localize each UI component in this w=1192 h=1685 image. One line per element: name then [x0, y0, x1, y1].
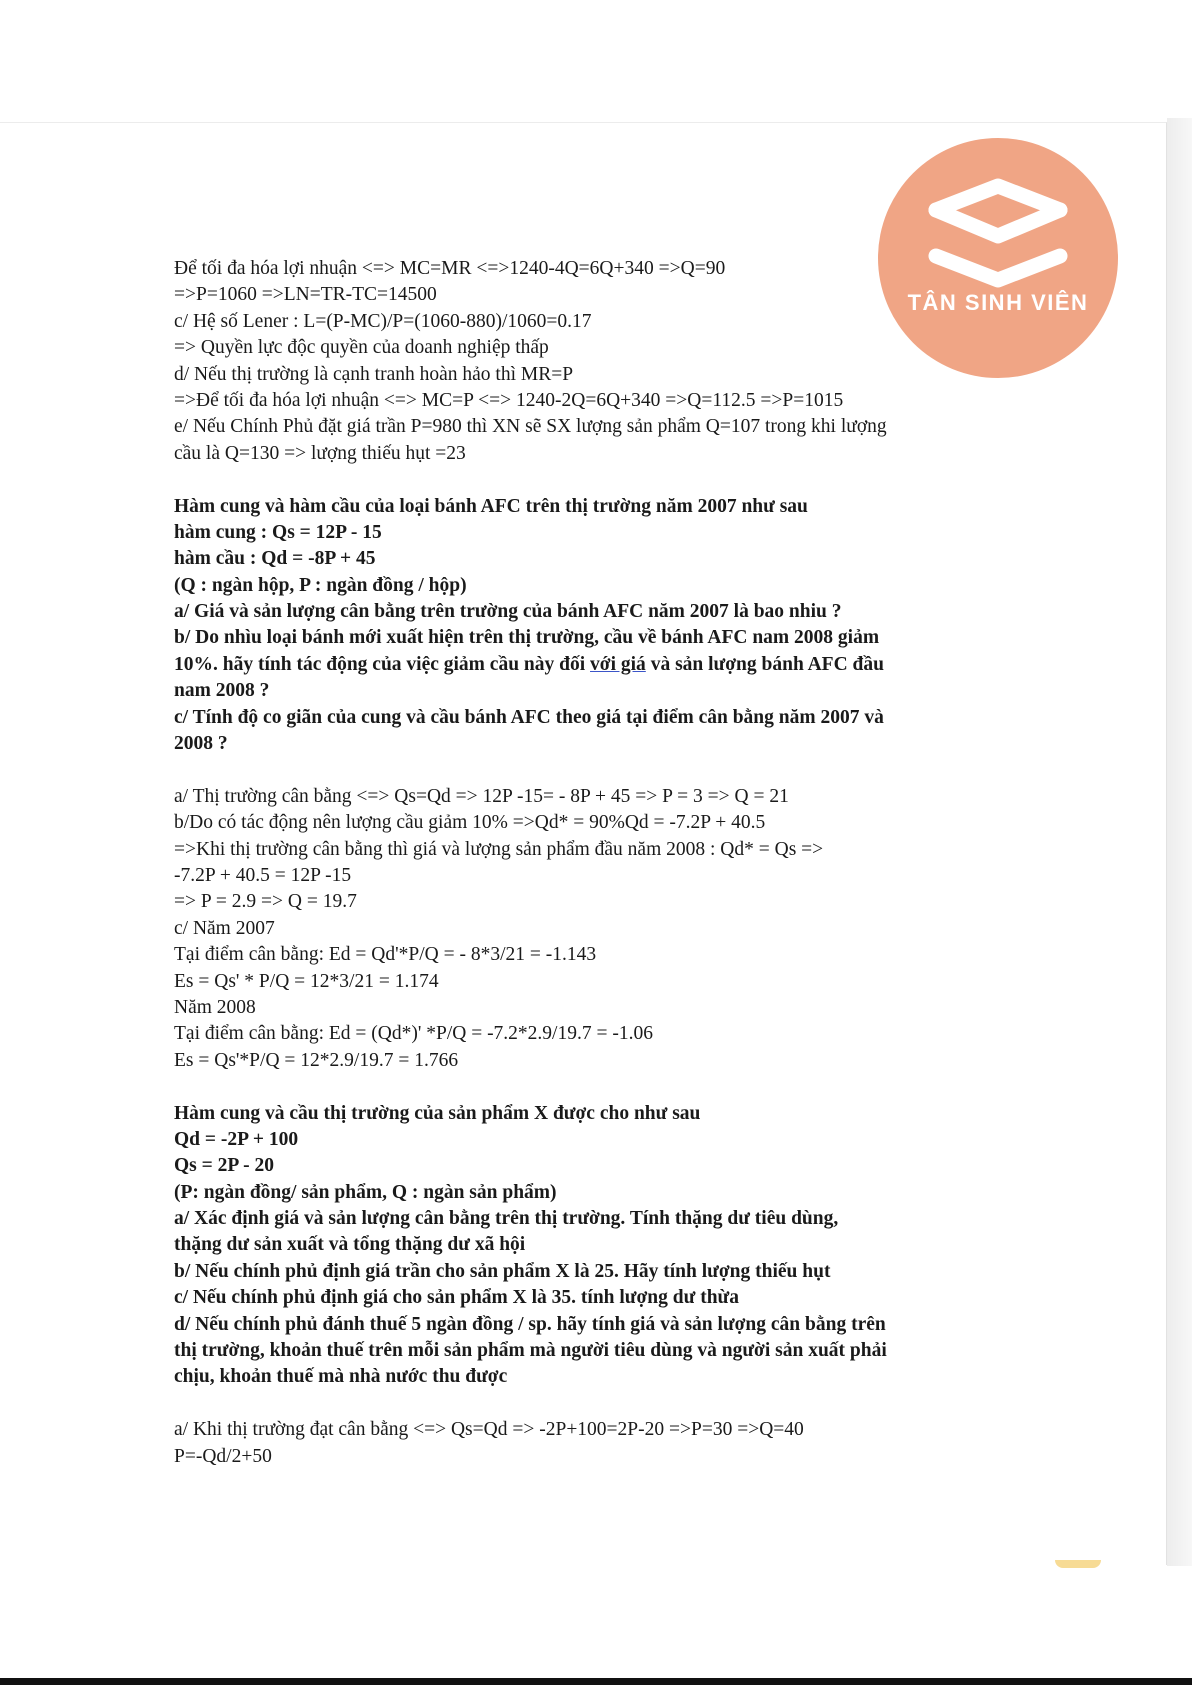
spacer: [174, 1074, 1004, 1100]
section-profit-max: [174, 256, 1004, 467]
spacer: [174, 467, 1004, 493]
text-line: thị trường, khoản thuế trên mỗi sản phẩm mà người tiêu dùng và người sản xuất phải: [174, 1340, 887, 1362]
question-b-cont: [174, 652, 1004, 678]
text-line: a/ Thị trường cân bằng <=> Qs=Qd => 12P -15= - 8P + 45 => P = 3 => Q = 21: [174, 785, 789, 807]
text-line: cầu là Q=130 => lượng thiếu hụt =23: [174, 442, 466, 464]
text-line: Tại điểm cân bằng: Ed = (Qd*)' *P/Q = -7.2*2.9/19.7 = -1.06: [174, 1023, 653, 1045]
text-line: hàm cung : Qs = 12P - 15: [174, 521, 382, 543]
solution-product-x: [174, 1417, 1004, 1470]
problem-title: Hàm cung và hàm cầu của loại bánh AFC trên thị trường năm 2007 như sau: [174, 495, 808, 517]
text-line: d/ Nếu thị trường là cạnh tranh hoàn hảo thì MR=P: [174, 363, 574, 385]
text-span: và sản lượng bánh AFC đầu: [645, 653, 884, 675]
question-c: c/ Nếu chính phủ định giá cho sản phẩm X là 35. tính lượng dư thừa: [174, 1287, 739, 1309]
question-c: c/ Tính độ co giãn của cung và cầu bánh AFC theo giá tại điểm cân bằng năm 2007 và: [174, 706, 884, 728]
text-line: Để tối đa hóa lợi nhuận <=> MC=MR <=>1240-4Q=6Q+340 =>Q=90: [174, 258, 726, 279]
page-edge: [1167, 118, 1192, 1566]
text-line: a/ Khi thị trường đạt cân bằng <=> Qs=Qd => -2P+100=2P-20 =>P=30 =>Q=40: [174, 1419, 804, 1441]
solution-afc: [174, 784, 1004, 1074]
text-line: c/ Hệ số Lener : L=(P-MC)/P=(1060-880)/1060=0.17: [174, 310, 592, 332]
text-line: hàm cầu : Qd = -8P + 45: [174, 548, 376, 570]
text-line: (P: ngàn đồng/ sản phẩm, Q : ngàn sản phẩm): [174, 1181, 557, 1203]
text-line: c/ Năm 2007: [174, 917, 275, 939]
text-line: (Q : ngàn hộp, P : ngàn đồng / hộp): [174, 574, 467, 596]
text-line: =>P=1060 =>LN=TR-TC=14500: [174, 284, 437, 306]
text-line: =>Khi thị trường cân bằng thì giá và lượng sản phẩm đầu năm 2008 : Qd* = Qs =>: [174, 838, 824, 860]
underlined-text: với giá: [590, 653, 646, 675]
text-line: => Quyền lực độc quyền của doanh nghiệp thấp: [174, 337, 549, 359]
text-line: Es = Qs' * P/Q = 12*3/21 = 1.174: [174, 970, 439, 992]
text-line: chịu, khoản thuế mà nhà nước thu được: [174, 1366, 508, 1388]
question-b: b/ Do nhìu loại bánh mới xuất hiện trên thị trường, cầu về bánh AFC nam 2008 giảm: [174, 627, 880, 649]
text-line: =>Để tối đa hóa lợi nhuận <=> MC=P <=> 1240-2Q=6Q+340 =>Q=112.5 =>P=1015: [174, 389, 844, 411]
problem-title: Hàm cung và cầu thị trường của sản phẩm X được cho như sau: [174, 1102, 701, 1124]
text-line: b/Do có tác động nên lượng cầu giảm 10% =>Qd* = 90%Qd = -7.2P + 40.5: [174, 812, 766, 834]
document-body: [174, 256, 1004, 1470]
question-a: a/ Giá và sản lượng cân bằng trên trường của bánh AFC năm 2007 là bao nhiu ?: [174, 601, 842, 623]
text-line: Qs = 2P - 20: [174, 1155, 274, 1177]
text-line: nam 2008 ?: [174, 680, 270, 702]
text-line: thặng dư sản xuất và tổng thặng dư xã hội: [174, 1234, 526, 1256]
question-d: d/ Nếu chính phủ đánh thuế 5 ngàn đồng / sp. hãy tính giá và sản lượng cân bằng trên: [174, 1313, 886, 1335]
question-a: a/ Xác định giá và sản lượng cân bằng trên thị trường. Tính thặng dư tiêu dùng,: [174, 1208, 839, 1230]
text-line: 2008 ?: [174, 733, 228, 755]
text-span: 10%. hãy tính tác động của việc giảm cầu này đối: [174, 653, 591, 675]
text-line: => P = 2.9 => Q = 19.7: [174, 891, 357, 913]
question-b: b/ Nếu chính phủ định giá trần cho sản phẩm X là 25. Hãy tính lượng thiếu hụt: [174, 1260, 831, 1282]
text-line: Qd = -2P + 100: [174, 1128, 299, 1150]
decorative-mark: [1055, 1560, 1101, 1568]
text-line: Es = Qs'*P/Q = 12*2.9/19.7 = 1.766: [174, 1049, 459, 1071]
text-line: -7.2P + 40.5 = 12P -15: [174, 864, 352, 886]
text-line: Năm 2008: [174, 996, 256, 1018]
logo-brand-text: TÂN SINH VIÊN: [907, 290, 1089, 315]
bottom-border: [0, 1678, 1192, 1685]
problem-afc: [174, 494, 1004, 758]
spacer: [174, 1391, 1004, 1417]
text-line: P=-Qd/2+50: [174, 1445, 272, 1467]
text-line: e/ Nếu Chính Phủ đặt giá trần P=980 thì XN sẽ SX lượng sản phẩm Q=107 trong khi lượng: [174, 416, 887, 438]
spacer: [174, 757, 1004, 783]
text-line: Tại điểm cân bằng: Ed = Qd'*P/Q = - 8*3/21 = -1.143: [174, 944, 597, 966]
problem-product-x: [174, 1101, 1004, 1391]
